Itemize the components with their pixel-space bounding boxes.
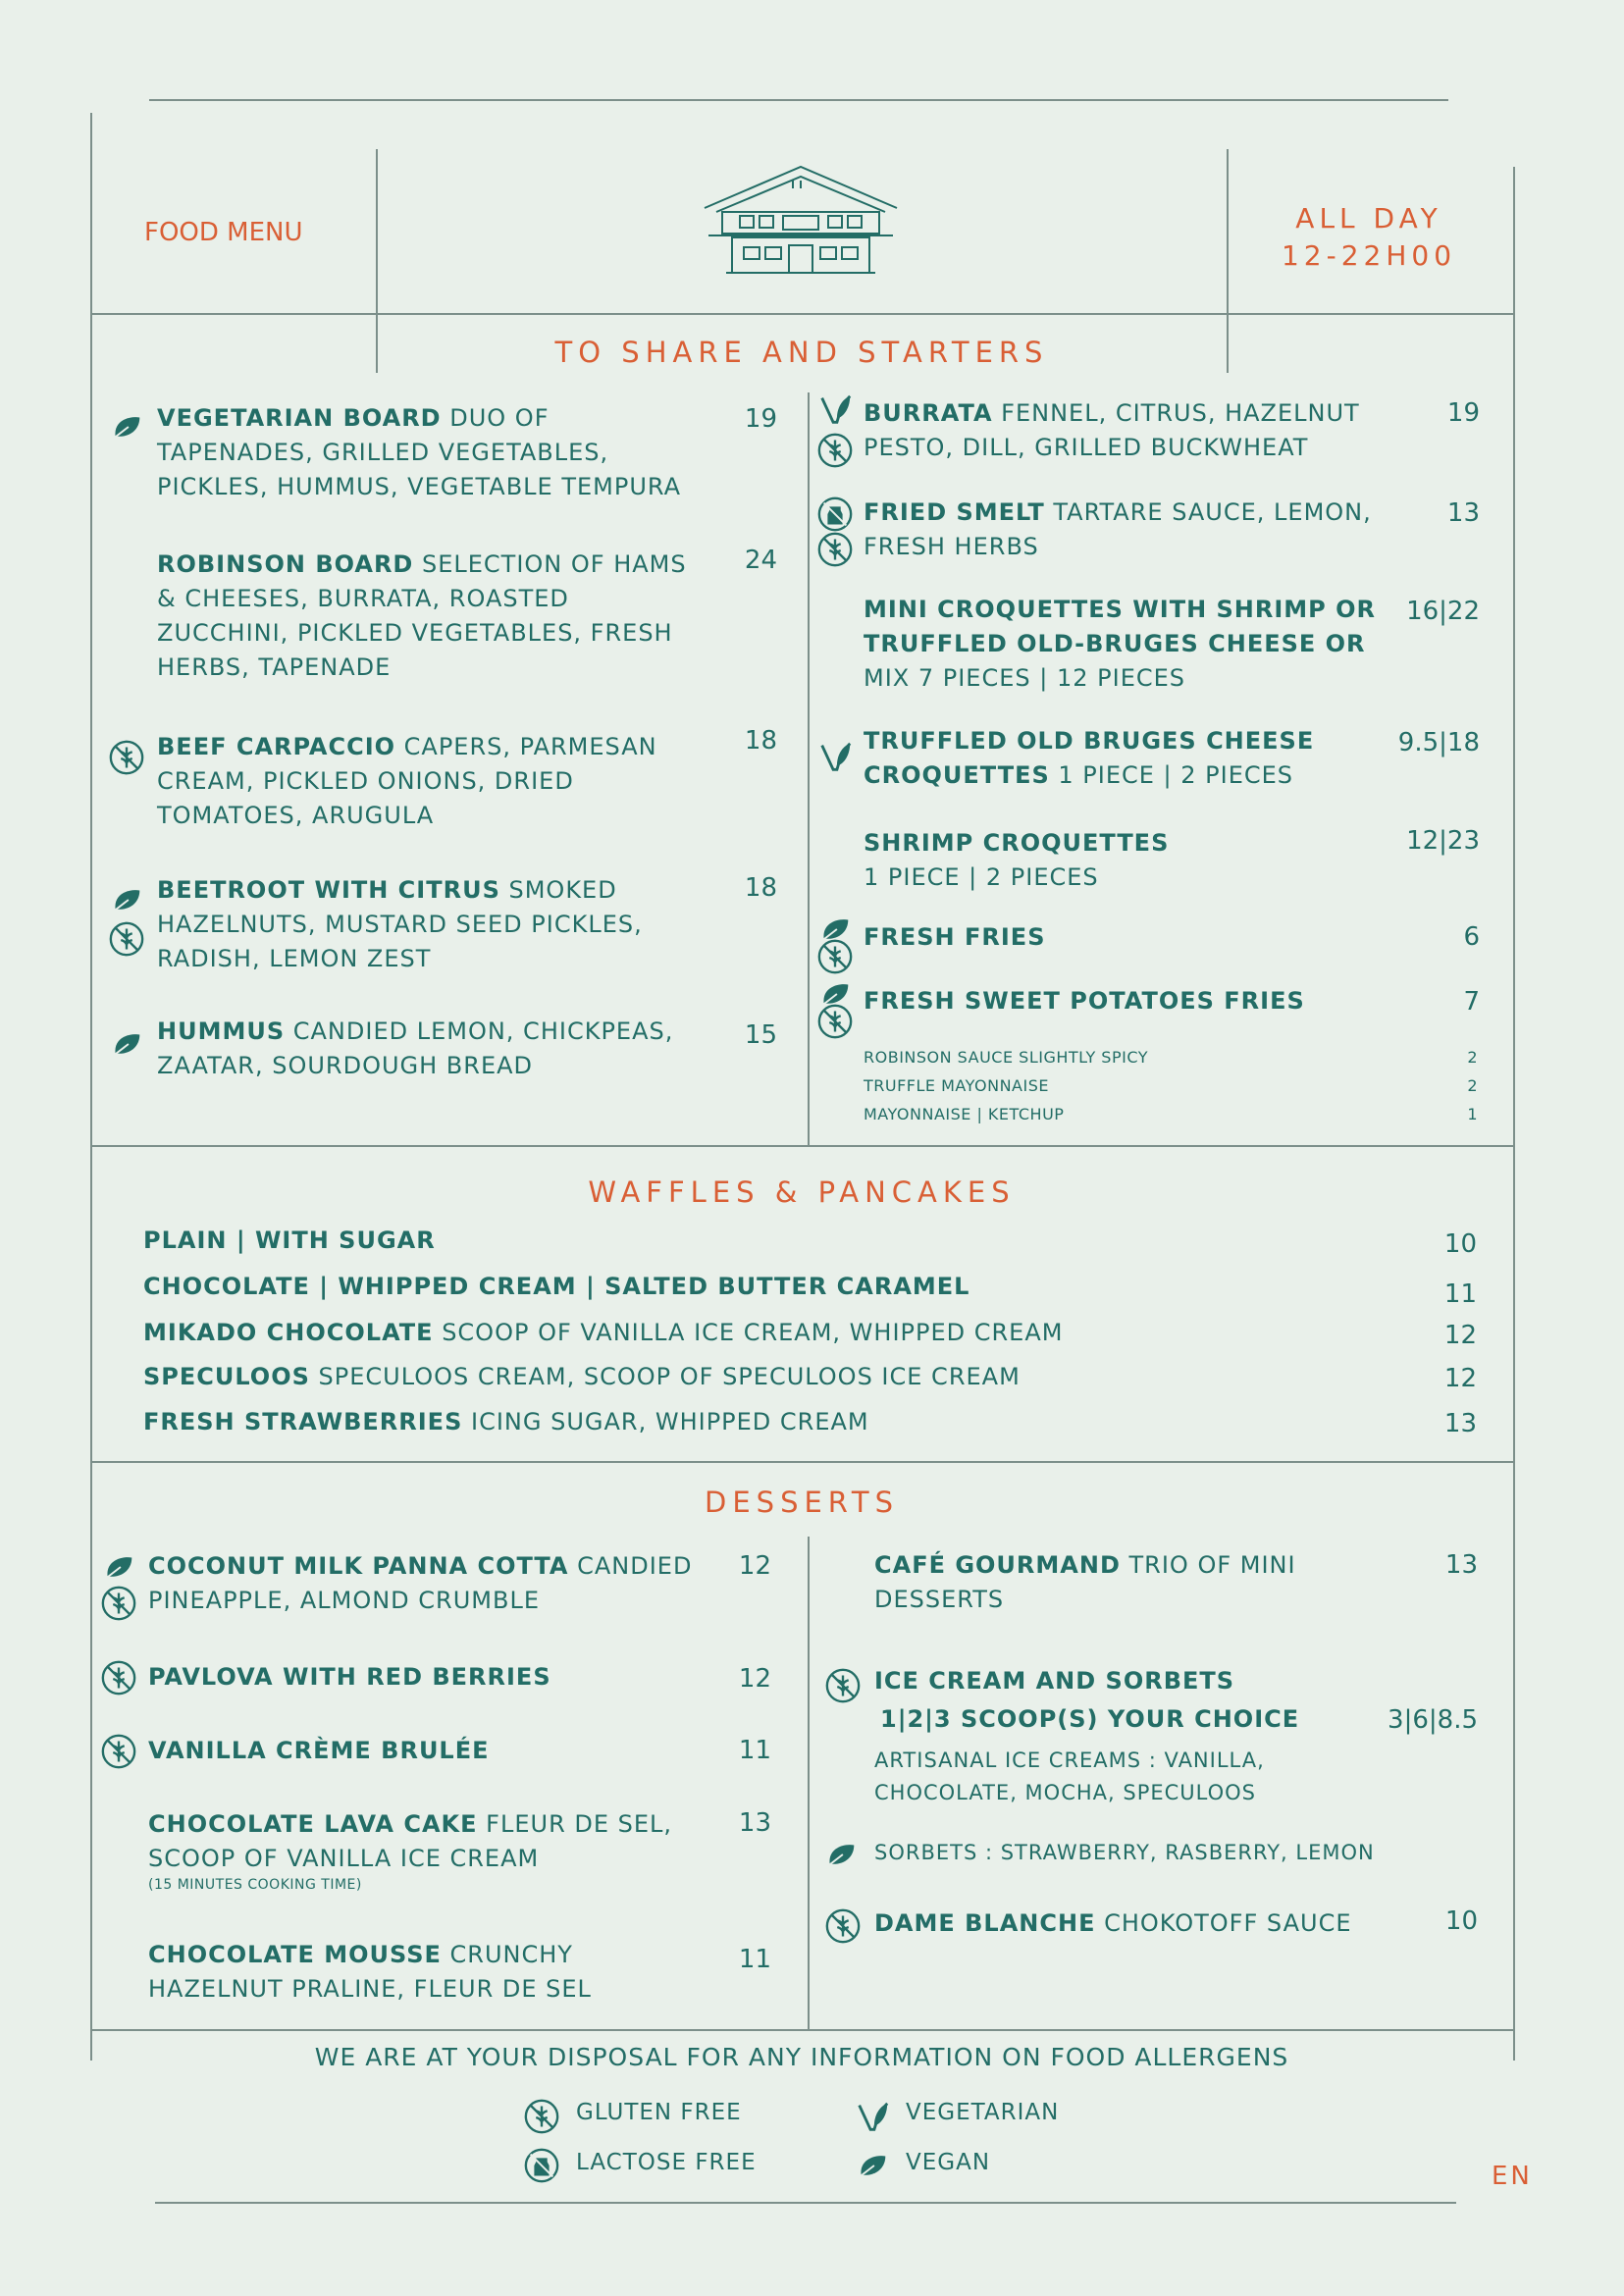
item-desc: & CHEESES, BURRATA, ROASTED	[157, 585, 569, 612]
menu-item-beetroot	[157, 873, 707, 976]
menu-item-shrimp-croquettes	[864, 826, 1413, 895]
menu-item-panna-cotta	[148, 1549, 737, 1618]
gluten-free-icon	[108, 739, 145, 776]
item-desc: TARTARE SAUCE, LEMON,	[1044, 498, 1372, 526]
item-desc: ZAATAR, SOURDOUGH BREAD	[157, 1052, 534, 1079]
item-desc: SCOOP OF VANILLA ICE CREAM, WHIPPED CREAM	[433, 1319, 1064, 1346]
item-desc: RADISH, LEMON ZEST	[157, 945, 432, 972]
item-name: BURRATA	[864, 399, 993, 427]
item-price: 13	[738, 1808, 771, 1838]
menu-item-cafe-gourmand	[874, 1548, 1424, 1617]
item-name: COCONUT MILK PANNA COTTA	[148, 1552, 569, 1580]
item-desc: SPECULOOS CREAM, SCOOP OF SPECULOOS ICE CREAM	[309, 1363, 1021, 1390]
item-desc: ZUCCHINI, PICKLED VEGETABLES, FRESH	[157, 619, 673, 647]
item-desc: CANDIED LEMON, CHICKPEAS,	[285, 1018, 674, 1045]
item-desc: 1|2|3 SCOOP(S) YOUR CHOICE	[880, 1705, 1300, 1733]
item-price: 12	[738, 1551, 771, 1581]
gluten-free-icon	[824, 1667, 862, 1704]
item-desc: TRUFFLED OLD-BRUGES CHEESE OR	[864, 630, 1366, 657]
item-desc: CANDIED	[568, 1552, 693, 1580]
waffle-item	[143, 1273, 969, 1300]
desserts-bottom-rule	[90, 2029, 1515, 2031]
lactose-free-icon	[523, 2147, 560, 2184]
left-frame	[90, 113, 92, 2061]
sauce-label: TRUFFLE MAYONNAISE	[864, 1076, 1049, 1095]
hours-label: 12-22H00	[1281, 239, 1457, 272]
item-desc: DUO OF	[441, 404, 550, 432]
item-desc: HAZELNUTS, MUSTARD SEED PICKLES,	[157, 911, 643, 938]
item-desc: ICING SUGAR, WHIPPED CREAM	[462, 1408, 869, 1435]
gluten-free-icon	[100, 1733, 137, 1770]
item-desc: CREAM, PICKLED ONIONS, DRIED	[157, 767, 574, 795]
menu-item-truffled-croquettes	[864, 724, 1413, 793]
item-desc: SCOOP OF VANILLA ICE CREAM	[148, 1845, 540, 1872]
item-price: 6	[1463, 922, 1480, 952]
item-name: DAME BLANCHE	[874, 1909, 1096, 1937]
item-name: MIKADO CHOCOLATE	[143, 1319, 434, 1346]
item-desc: CHOKOTOFF SAUCE	[1095, 1909, 1352, 1937]
item-desc: FRESH HERBS	[864, 533, 1039, 560]
sorbets-line: SORBETS : STRAWBERRY, RASBERRY, LEMON	[874, 1841, 1375, 1864]
item-price: 10	[1444, 1906, 1478, 1936]
item-name: VEGETARIAN BOARD	[157, 404, 442, 432]
item-name: FRESH FRIES	[864, 923, 1046, 951]
item-desc: TOMATOES, ARUGULA	[157, 802, 435, 829]
item-desc: CHOCOLATE, MOCHA, SPECULOOS	[874, 1781, 1256, 1804]
menu-item-vegetarian-board	[157, 401, 746, 504]
menu-item-burrata	[864, 396, 1413, 465]
item-desc: CAPERS, PARMESAN	[395, 733, 657, 760]
waffles-bottom-rule	[90, 1461, 1515, 1463]
item-price: 12	[1443, 1364, 1477, 1393]
menu-item-creme-brulee	[148, 1734, 698, 1768]
item-desc: DESSERTS	[874, 1586, 1005, 1613]
item-price: 11	[1443, 1279, 1477, 1309]
item-price: 13	[1443, 1409, 1477, 1438]
item-price: 15	[744, 1020, 777, 1050]
item-name: PLAIN | WITH SUGAR	[143, 1226, 436, 1254]
item-name: CAFÉ GOURMAND	[874, 1551, 1121, 1579]
menu-item-chocolate-mousse	[148, 1938, 737, 2007]
item-price: 10	[1443, 1229, 1477, 1259]
item-price: 18	[744, 873, 777, 903]
food-menu-label: FOOD MENU	[144, 218, 303, 247]
item-desc: PINEAPPLE, ALMOND CRUMBLE	[148, 1587, 540, 1614]
bottom-rule	[155, 2202, 1456, 2204]
section-title-waffles: WAFFLES & PANCAKES	[588, 1175, 1016, 1209]
item-price: 13	[1446, 498, 1480, 528]
item-name: SPECULOOS	[143, 1363, 310, 1390]
legend-gluten-free: GLUTEN FREE	[576, 2100, 742, 2125]
item-price: 19	[744, 404, 777, 434]
section-title-desserts: DESSERTS	[705, 1486, 899, 1519]
item-desc: SMOKED	[499, 876, 617, 904]
item-name: ICE CREAM AND SORBETS	[874, 1667, 1235, 1695]
item-name: SHRIMP CROQUETTES	[864, 829, 1170, 857]
item-price: 12	[738, 1664, 771, 1694]
menu-item-ice-cream	[874, 1664, 1463, 1809]
section-title-starters: TO SHARE AND STARTERS	[554, 336, 1049, 369]
item-price: 12	[1443, 1321, 1477, 1350]
item-name: CHOCOLATE MOUSSE	[148, 1941, 442, 1968]
item-name: BEETROOT WITH CITRUS	[157, 876, 500, 904]
chalet-logo	[703, 165, 899, 275]
item-name: HUMMUS	[157, 1018, 286, 1045]
sauce-label: MAYONNAISE | KETCHUP	[864, 1105, 1065, 1123]
item-price: 16|22	[1406, 597, 1480, 626]
item-desc: ARTISANAL ICE CREAMS : VANILLA,	[874, 1748, 1265, 1772]
item-name: PAVLOVA WITH RED BERRIES	[148, 1663, 551, 1691]
item-desc: FLEUR DE SEL,	[477, 1810, 673, 1838]
menu-item-fresh-fries	[864, 920, 1413, 955]
vegan-icon	[822, 1836, 860, 1873]
item-name: ROBINSON BOARD	[157, 550, 414, 578]
item-desc: TRIO OF MINI	[1120, 1551, 1296, 1579]
item-desc: SELECTION OF HAMS	[413, 550, 687, 578]
vegan-icon	[108, 881, 145, 918]
item-desc: MIX 7 PIECES | 12 PIECES	[864, 664, 1186, 692]
gluten-free-icon	[100, 1585, 137, 1622]
waffle-item	[143, 1363, 1021, 1390]
sauce-label: ROBINSON SAUCE SLIGHTLY SPICY	[864, 1048, 1148, 1067]
gluten-free-icon	[816, 531, 854, 568]
sauce-price: 2	[1467, 1048, 1478, 1067]
waffle-item	[143, 1226, 436, 1254]
item-desc: HAZELNUT PRALINE, FLEUR DE SEL	[148, 1975, 592, 2003]
item-desc: 1 PIECE | 2 PIECES	[1049, 761, 1294, 789]
gluten-free-icon	[100, 1659, 137, 1696]
item-price: 7	[1463, 987, 1480, 1017]
item-price: 3|6|8.5	[1388, 1705, 1478, 1735]
gluten-free-icon	[824, 1907, 862, 1945]
sauce-price: 2	[1467, 1076, 1478, 1095]
item-desc: PICKLES, HUMMUS, VEGETABLE TEMPURA	[157, 473, 682, 500]
all-day-label: ALL DAY	[1295, 202, 1442, 235]
lactose-free-icon	[816, 496, 854, 533]
item-name: CHOCOLATE LAVA CAKE	[148, 1810, 478, 1838]
vegan-icon	[854, 2147, 891, 2184]
legend-vegetarian: VEGETARIAN	[906, 2100, 1060, 2125]
item-name: BEEF CARPACCIO	[157, 733, 396, 760]
item-price: 12|23	[1406, 826, 1480, 856]
vegetarian-icon	[816, 738, 854, 775]
item-name: CHOCOLATE | WHIPPED CREAM | SALTED BUTTER CARAMEL	[143, 1273, 970, 1300]
vegan-icon	[108, 408, 145, 445]
item-name: MINI CROQUETTES WITH SHRIMP OR	[864, 596, 1376, 623]
gluten-free-icon	[816, 938, 854, 975]
starters-bottom-rule	[90, 1145, 1515, 1147]
legend-vegan: VEGAN	[906, 2150, 991, 2175]
item-desc: PESTO, DILL, GRILLED BUCKWHEAT	[864, 434, 1309, 461]
allergens-notice: WE ARE AT YOUR DISPOSAL FOR ANY INFORMATION ON FOOD ALLERGENS	[314, 2043, 1289, 2071]
item-name-cont: CROQUETTES	[864, 761, 1050, 789]
gluten-free-icon	[816, 432, 854, 469]
item-price: 11	[738, 1945, 771, 1974]
desserts-divider	[808, 1537, 810, 2029]
right-frame	[1513, 167, 1515, 2061]
item-price: 11	[738, 1736, 771, 1765]
waffle-item	[143, 1319, 1063, 1346]
language-label: EN	[1492, 2162, 1533, 2191]
legend-lactose-free: LACTOSE FREE	[576, 2150, 757, 2175]
menu-item-beef-carpaccio	[157, 730, 707, 833]
item-name: FRESH STRAWBERRIES	[143, 1408, 463, 1435]
item-note: (15 MINUTES COOKING TIME)	[148, 1877, 362, 1893]
item-name: FRIED SMELT	[864, 498, 1045, 526]
item-price: 13	[1444, 1550, 1478, 1580]
item-desc: CRUNCHY	[441, 1941, 573, 1968]
gluten-free-icon	[523, 2098, 560, 2135]
menu-item-lava-cake	[148, 1807, 698, 1894]
item-desc: FENNEL, CITRUS, HAZELNUT	[992, 399, 1360, 427]
item-name: TRUFFLED OLD BRUGES CHEESE	[864, 727, 1315, 755]
top-rule	[149, 99, 1448, 101]
gluten-free-icon	[816, 1003, 854, 1040]
menu-item-sweet-potato-fries	[864, 984, 1413, 1018]
item-desc: 1 PIECE | 2 PIECES	[864, 863, 1099, 891]
item-price: 9.5|18	[1397, 728, 1480, 757]
menu-item-fried-smelt	[864, 496, 1413, 564]
item-name: VANILLA CRÈME BRULÉE	[148, 1737, 490, 1764]
menu-item-hummus	[157, 1015, 707, 1083]
sauce-price: 1	[1467, 1105, 1478, 1123]
waffle-item	[143, 1408, 869, 1435]
hours-block	[1246, 200, 1492, 275]
vegan-icon	[100, 1548, 137, 1586]
item-desc: HERBS, TAPENADE	[157, 653, 392, 681]
gluten-free-icon	[108, 920, 145, 958]
menu-item-robinson-board	[157, 548, 707, 685]
vegetarian-icon	[816, 391, 854, 428]
item-price: 18	[744, 726, 777, 756]
header-bottom-rule	[90, 313, 1515, 315]
item-price: 19	[1446, 398, 1480, 428]
item-desc: TAPENADES, GRILLED VEGETABLES,	[157, 439, 609, 466]
starters-divider	[808, 392, 810, 1146]
vegetarian-icon	[854, 2098, 891, 2135]
menu-item-pavlova	[148, 1660, 698, 1695]
menu-item-mini-croquettes	[864, 593, 1413, 696]
item-price: 24	[744, 546, 777, 575]
vegan-icon	[108, 1025, 145, 1063]
item-name: FRESH SWEET POTATOES FRIES	[864, 987, 1305, 1015]
